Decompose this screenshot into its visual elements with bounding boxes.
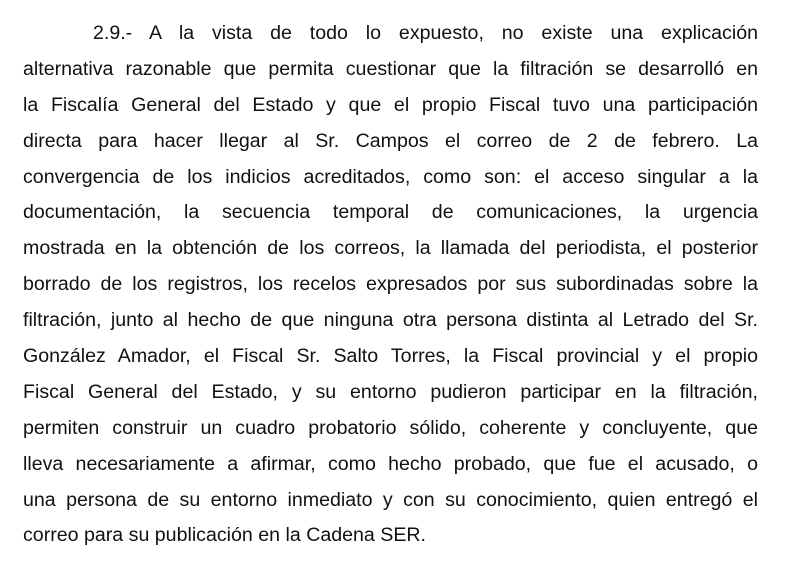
paragraph-line: una persona de su entorno inmediato y con su conocimiento, quien entregó el <box>23 488 758 511</box>
paragraph-line: correo para su publicación en la Cadena SER. <box>23 524 427 547</box>
paragraph-line: González Amador, el Fiscal Sr. Salto Torres, la Fiscal provincial y el propio <box>23 345 758 368</box>
paragraph-2-9 <box>23 16 758 554</box>
paragraph-line: alternativa razonable que permita cuestionar que la filtración se desarrolló en <box>23 57 758 80</box>
paragraph-line: la Fiscalía General del Estado y que el propio Fiscal tuvo una participación <box>23 93 758 116</box>
paragraph-line: Fiscal General del Estado, y su entorno pudieron participar en la filtración, <box>23 380 758 403</box>
paragraph-line: documentación, la secuencia temporal de comunicaciones, la urgencia <box>23 201 758 224</box>
paragraph-line: convergencia de los indicios acreditados, como son: el acceso singular a la <box>23 165 758 188</box>
paragraph-line: mostrada en la obtención de los correos, la llamada del periodista, el posterior <box>23 237 758 260</box>
paragraph-line: filtración, junto al hecho de que ninguna otra persona distinta al Letrado del Sr. <box>23 309 758 332</box>
paragraph-line: directa para hacer llegar al Sr. Campos el correo de 2 de febrero. La <box>23 129 758 152</box>
paragraph-line: borrado de los registros, los recelos expresados por sus subordinadas sobre la <box>23 273 758 296</box>
paragraph-line: 2.9.- A la vista de todo lo expuesto, no existe una explicación <box>93 22 758 44</box>
paragraph-line: permiten construir un cuadro probatorio sólido, coherente y concluyente, que <box>23 416 758 439</box>
paragraph-line: lleva necesariamente a afirmar, como hecho probado, que fue el acusado, o <box>23 452 758 475</box>
